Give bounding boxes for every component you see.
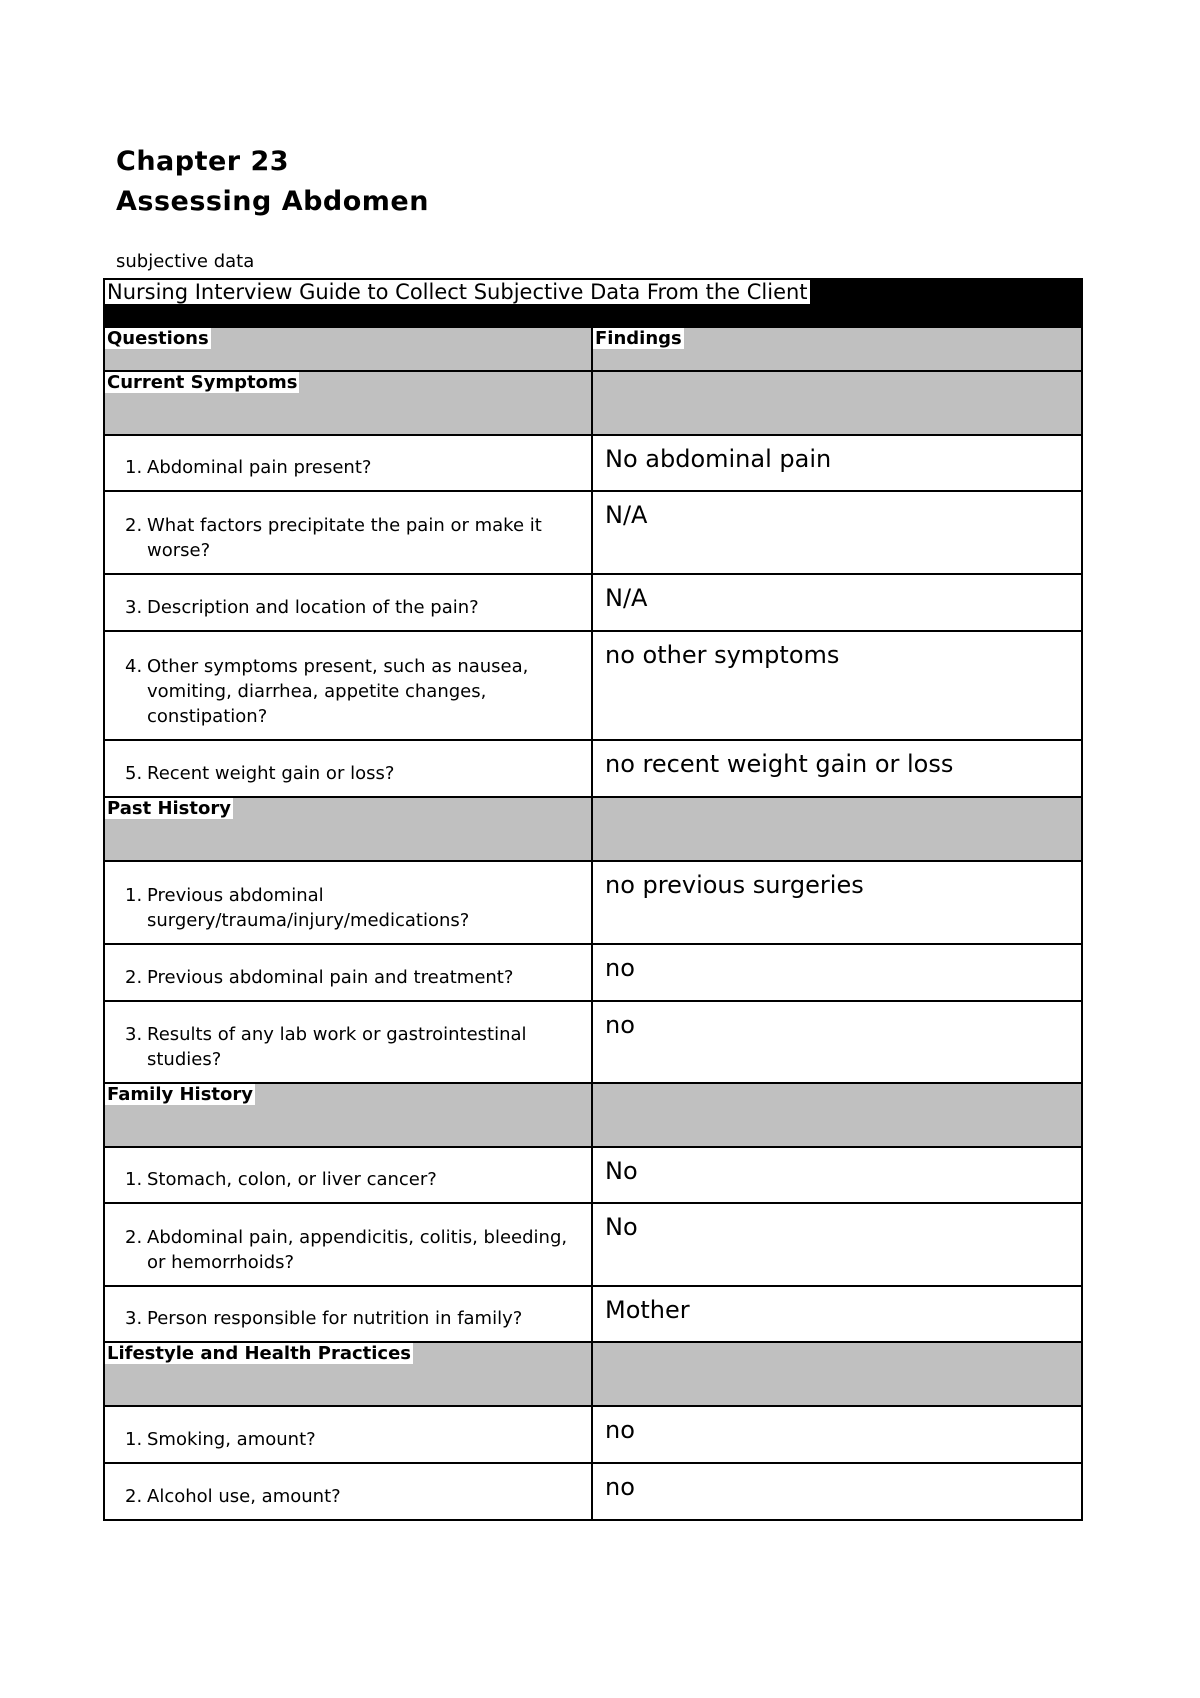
question-number: 3. — [125, 1308, 143, 1329]
question-text: Abdominal pain present? — [147, 457, 372, 478]
table-row — [104, 861, 1082, 944]
column-header-findings: Findings — [595, 328, 682, 349]
finding-text: No abdominal pain — [605, 445, 832, 473]
question-number: 2. — [125, 967, 143, 988]
question-text: Alcohol use, amount? — [147, 1486, 341, 1507]
chapter-heading — [116, 142, 429, 222]
section-row-family-history — [104, 1083, 1082, 1147]
question-number: 1. — [125, 885, 143, 906]
table-row — [104, 1286, 1082, 1342]
table-row — [104, 944, 1082, 1001]
table-title: Nursing Interview Guide to Collect Subjective Data From the Client — [107, 280, 808, 304]
section-label: Family History — [107, 1084, 254, 1105]
section-label: Past History — [107, 798, 231, 819]
question-text: Stomach, colon, or liver cancer? — [147, 1169, 437, 1190]
question-text: Other symptoms present, such as nausea, vomiting, diarrhea, appetite changes, constipation? — [147, 656, 529, 727]
question-number: 2. — [125, 1227, 143, 1248]
section-row-past-history — [104, 797, 1082, 861]
question-text: Smoking, amount? — [147, 1429, 316, 1450]
finding-text: No — [605, 1157, 638, 1185]
table-row — [104, 1001, 1082, 1083]
question-number: 1. — [125, 1429, 143, 1450]
section-row-lifestyle — [104, 1342, 1082, 1406]
section-row-current-symptoms — [104, 371, 1082, 435]
question-number: 1. — [125, 1169, 143, 1190]
finding-text: no previous surgeries — [605, 871, 864, 899]
finding-text: no — [605, 954, 635, 982]
table-row — [104, 435, 1082, 491]
question-text: Previous abdominal surgery/trauma/injury/medications? — [147, 885, 470, 931]
question-text: Description and location of the pain? — [147, 597, 479, 618]
table-row — [104, 574, 1082, 631]
question-text: Previous abdominal pain and treatment? — [147, 967, 514, 988]
finding-text: no — [605, 1011, 635, 1039]
question-number: 2. — [125, 1486, 143, 1507]
finding-text: N/A — [605, 584, 648, 612]
chapter-number: Chapter 23 — [116, 146, 290, 177]
chapter-title: Assessing Abdomen — [116, 186, 429, 217]
table-row — [104, 1406, 1082, 1463]
interview-guide-table — [103, 278, 1083, 1521]
section-label: Current Symptoms — [107, 372, 298, 393]
column-header-row — [104, 327, 1082, 371]
question-number: 5. — [125, 763, 143, 784]
finding-text: no other symptoms — [605, 641, 840, 669]
question-number: 1. — [125, 457, 143, 478]
finding-text: no — [605, 1473, 635, 1501]
table-row — [104, 1203, 1082, 1286]
question-text: What factors precipitate the pain or make it worse? — [147, 515, 542, 561]
question-number: 4. — [125, 656, 143, 677]
question-text: Results of any lab work or gastrointestinal studies? — [147, 1024, 527, 1070]
question-text: Recent weight gain or loss? — [147, 763, 395, 784]
question-text: Abdominal pain, appendicitis, colitis, bleeding, or hemorrhoids? — [147, 1227, 568, 1273]
table-row — [104, 740, 1082, 797]
finding-text: No — [605, 1213, 638, 1241]
table-row — [104, 491, 1082, 574]
question-text: Person responsible for nutrition in family? — [147, 1308, 523, 1329]
column-header-questions: Questions — [107, 328, 209, 349]
table-row — [104, 1463, 1082, 1520]
question-number: 2. — [125, 515, 143, 536]
question-number: 3. — [125, 597, 143, 618]
finding-text: no — [605, 1416, 635, 1444]
table-row — [104, 1147, 1082, 1203]
section-label: Lifestyle and Health Practices — [107, 1343, 412, 1364]
finding-text: Mother — [605, 1296, 690, 1324]
table-title-row — [104, 279, 1082, 327]
finding-text: no recent weight gain or loss — [605, 750, 954, 778]
table-row — [104, 631, 1082, 740]
question-number: 3. — [125, 1024, 143, 1045]
finding-text: N/A — [605, 501, 648, 529]
section-subtitle: subjective data — [116, 251, 255, 272]
